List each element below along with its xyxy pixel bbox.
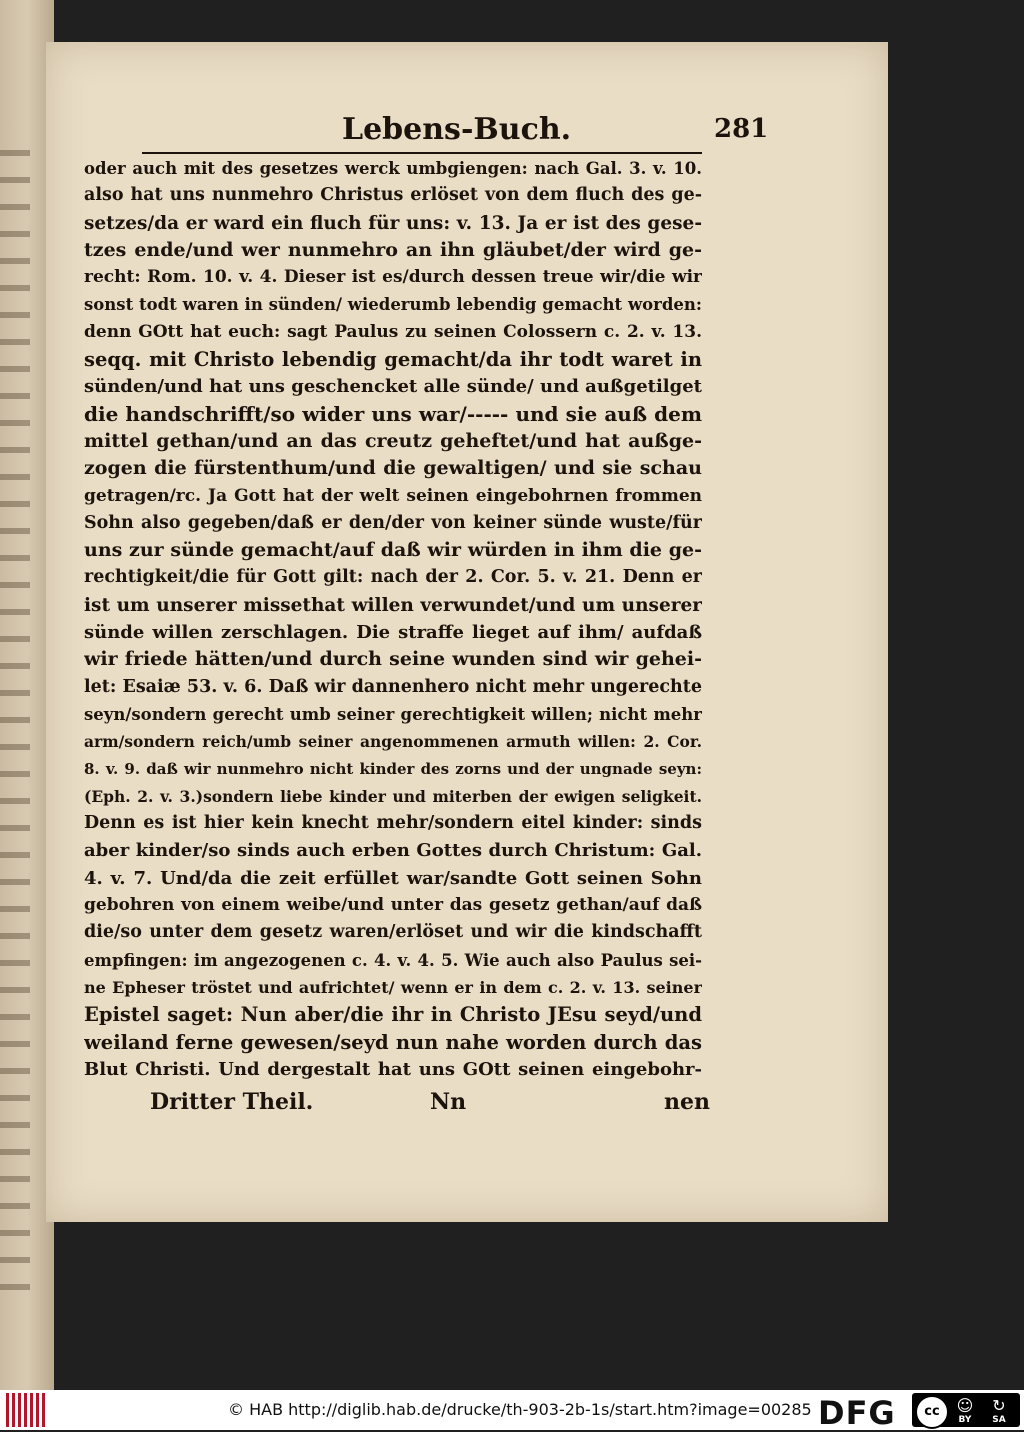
text-line: Denn es ist hier kein knecht mehr/sondern eitel kinder: sinds	[84, 813, 702, 834]
text-line: also hat uns nunmehro Christus erlöset von dem fluch des ge-	[84, 185, 702, 206]
text-line: setzes/da er ward ein fluch für uns: v. 13. Ja er ist des gese-	[84, 212, 702, 234]
adjacent-page-text	[0, 150, 30, 1300]
page-number: 281	[714, 114, 769, 144]
gathering-mark: Nn	[430, 1089, 467, 1115]
text-line: getragen/rc. Ja Gott hat der welt seinen eingebohrnen frommen	[84, 485, 702, 506]
text-line: 4. v. 7. Und/da die zeit erfüllet war/sandte Gott seinen Sohn	[84, 867, 702, 889]
text-line: sonst todt waren in sünden/ wiederumb lebendig gemacht worden:	[84, 295, 702, 315]
text-line: seyn/sondern gerecht umb seiner gerechtigkeit willen; nicht mehr	[84, 704, 702, 724]
text-line: denn GOtt hat euch: sagt Paulus zu seinen Colossern c. 2. v. 13.	[84, 321, 702, 342]
text-line: rechtigkeit/die für Gott gilt: nach der 2. Cor. 5. v. 21. Denn er	[84, 567, 702, 588]
text-line: arm/sondern reich/umb seiner angenommenen armuth willen: 2. Cor.	[84, 732, 702, 752]
text-line: recht: Rom. 10. v. 4. Dieser ist es/durch dessen treue wir/die wir	[84, 267, 702, 288]
page-footer	[150, 1089, 710, 1119]
text-line: Blut Christi. Und dergestalt hat uns GOtt seinen eingebohr-	[84, 1058, 702, 1080]
text-line: wir friede hätten/und durch seine wunden sind wir gehei-	[84, 648, 702, 671]
attribution-icon: ☺	[956, 1396, 974, 1415]
credit-link[interactable]: © HAB http://diglib.hab.de/drucke/th-903-2b-1s/start.htm?image=00285	[228, 1400, 812, 1419]
bottom-credit-bar	[0, 1390, 1024, 1430]
signature-label: Dritter Theil.	[150, 1089, 314, 1115]
text-line: (Eph. 2. v. 3.)sondern liebe kinder und miterben der ewigen seligkeit.	[84, 786, 702, 806]
hab-logo-icon	[6, 1393, 46, 1427]
text-line: oder auch mit des gesetzes werck umbgiengen: nach Gal. 3. v. 10.	[84, 159, 702, 178]
text-line: 8. v. 9. daß wir nunmehro nicht kinder des zorns und der ungnade seyn:	[84, 759, 702, 778]
text-line: gebohren von einem weibe/und unter das gesetz gethan/auf daß	[84, 895, 702, 916]
text-line: ist um unserer missethat willen verwundet/und um unserer	[84, 594, 702, 616]
text-line: uns zur sünde gemacht/auf daß wir würden in ihm die ge-	[84, 539, 702, 562]
text-line: tzes ende/und wer nunmehro an ihn gläubet/der wird ge-	[84, 238, 702, 261]
running-head	[142, 112, 769, 154]
text-line: zogen die fürstenthum/und die gewaltigen/ und sie schau	[84, 457, 702, 480]
share-alike-icon: ↻	[992, 1396, 1006, 1415]
sa-label: SA	[992, 1415, 1006, 1425]
text-line: aber kinder/so sinds auch erben Gottes durch Christum: Gal.	[84, 840, 702, 862]
text-line: die handschrifft/so wider uns war/----- und sie auß dem	[84, 401, 702, 426]
cc-icon: cc	[915, 1395, 949, 1429]
text-line: ne Epheser tröstet und aufrichtet/ wenn er in dem c. 2. v. 13. seiner	[84, 977, 702, 997]
text-line: die/so unter dem gesetz waren/erlöset und wir die kindschafft	[84, 922, 702, 943]
body-text	[84, 155, 702, 1083]
by-label: BY	[958, 1415, 972, 1425]
text-line: let: Esaiæ 53. v. 6. Daß wir dannenhero nicht mehr ungerechte	[84, 676, 702, 697]
text-line: seqq. mit Christo lebendig gemacht/da ihr todt waret in	[84, 348, 702, 372]
dfg-logo: DFG	[818, 1394, 896, 1432]
text-line: empfingen: im angezogenen c. 4. v. 4. 5. Wie auch also Paulus sei-	[84, 950, 702, 970]
text-line: Epistel saget: Nun aber/die ihr in Christo JEsu seyd/und	[84, 1003, 702, 1027]
text-line: mittel gethan/und an das creutz geheftet/und hat außge-	[84, 429, 702, 452]
cc-license-badge[interactable]	[912, 1393, 1020, 1427]
text-line: sünde willen zerschlagen. Die straffe lieget auf ihm/ aufdaß	[84, 622, 702, 644]
text-line: sünden/und hat uns geschencket alle sünde/ und außgetilget	[84, 376, 702, 398]
book-page	[46, 42, 888, 1222]
running-head-title: Lebens-Buch.	[342, 112, 572, 147]
text-line: weiland ferne gewesen/seyd nun nahe worden durch das	[84, 1030, 702, 1054]
catchword: nen	[664, 1089, 710, 1115]
text-line: Sohn also gegeben/daß er den/der von keiner sünde wuste/für	[84, 512, 702, 533]
